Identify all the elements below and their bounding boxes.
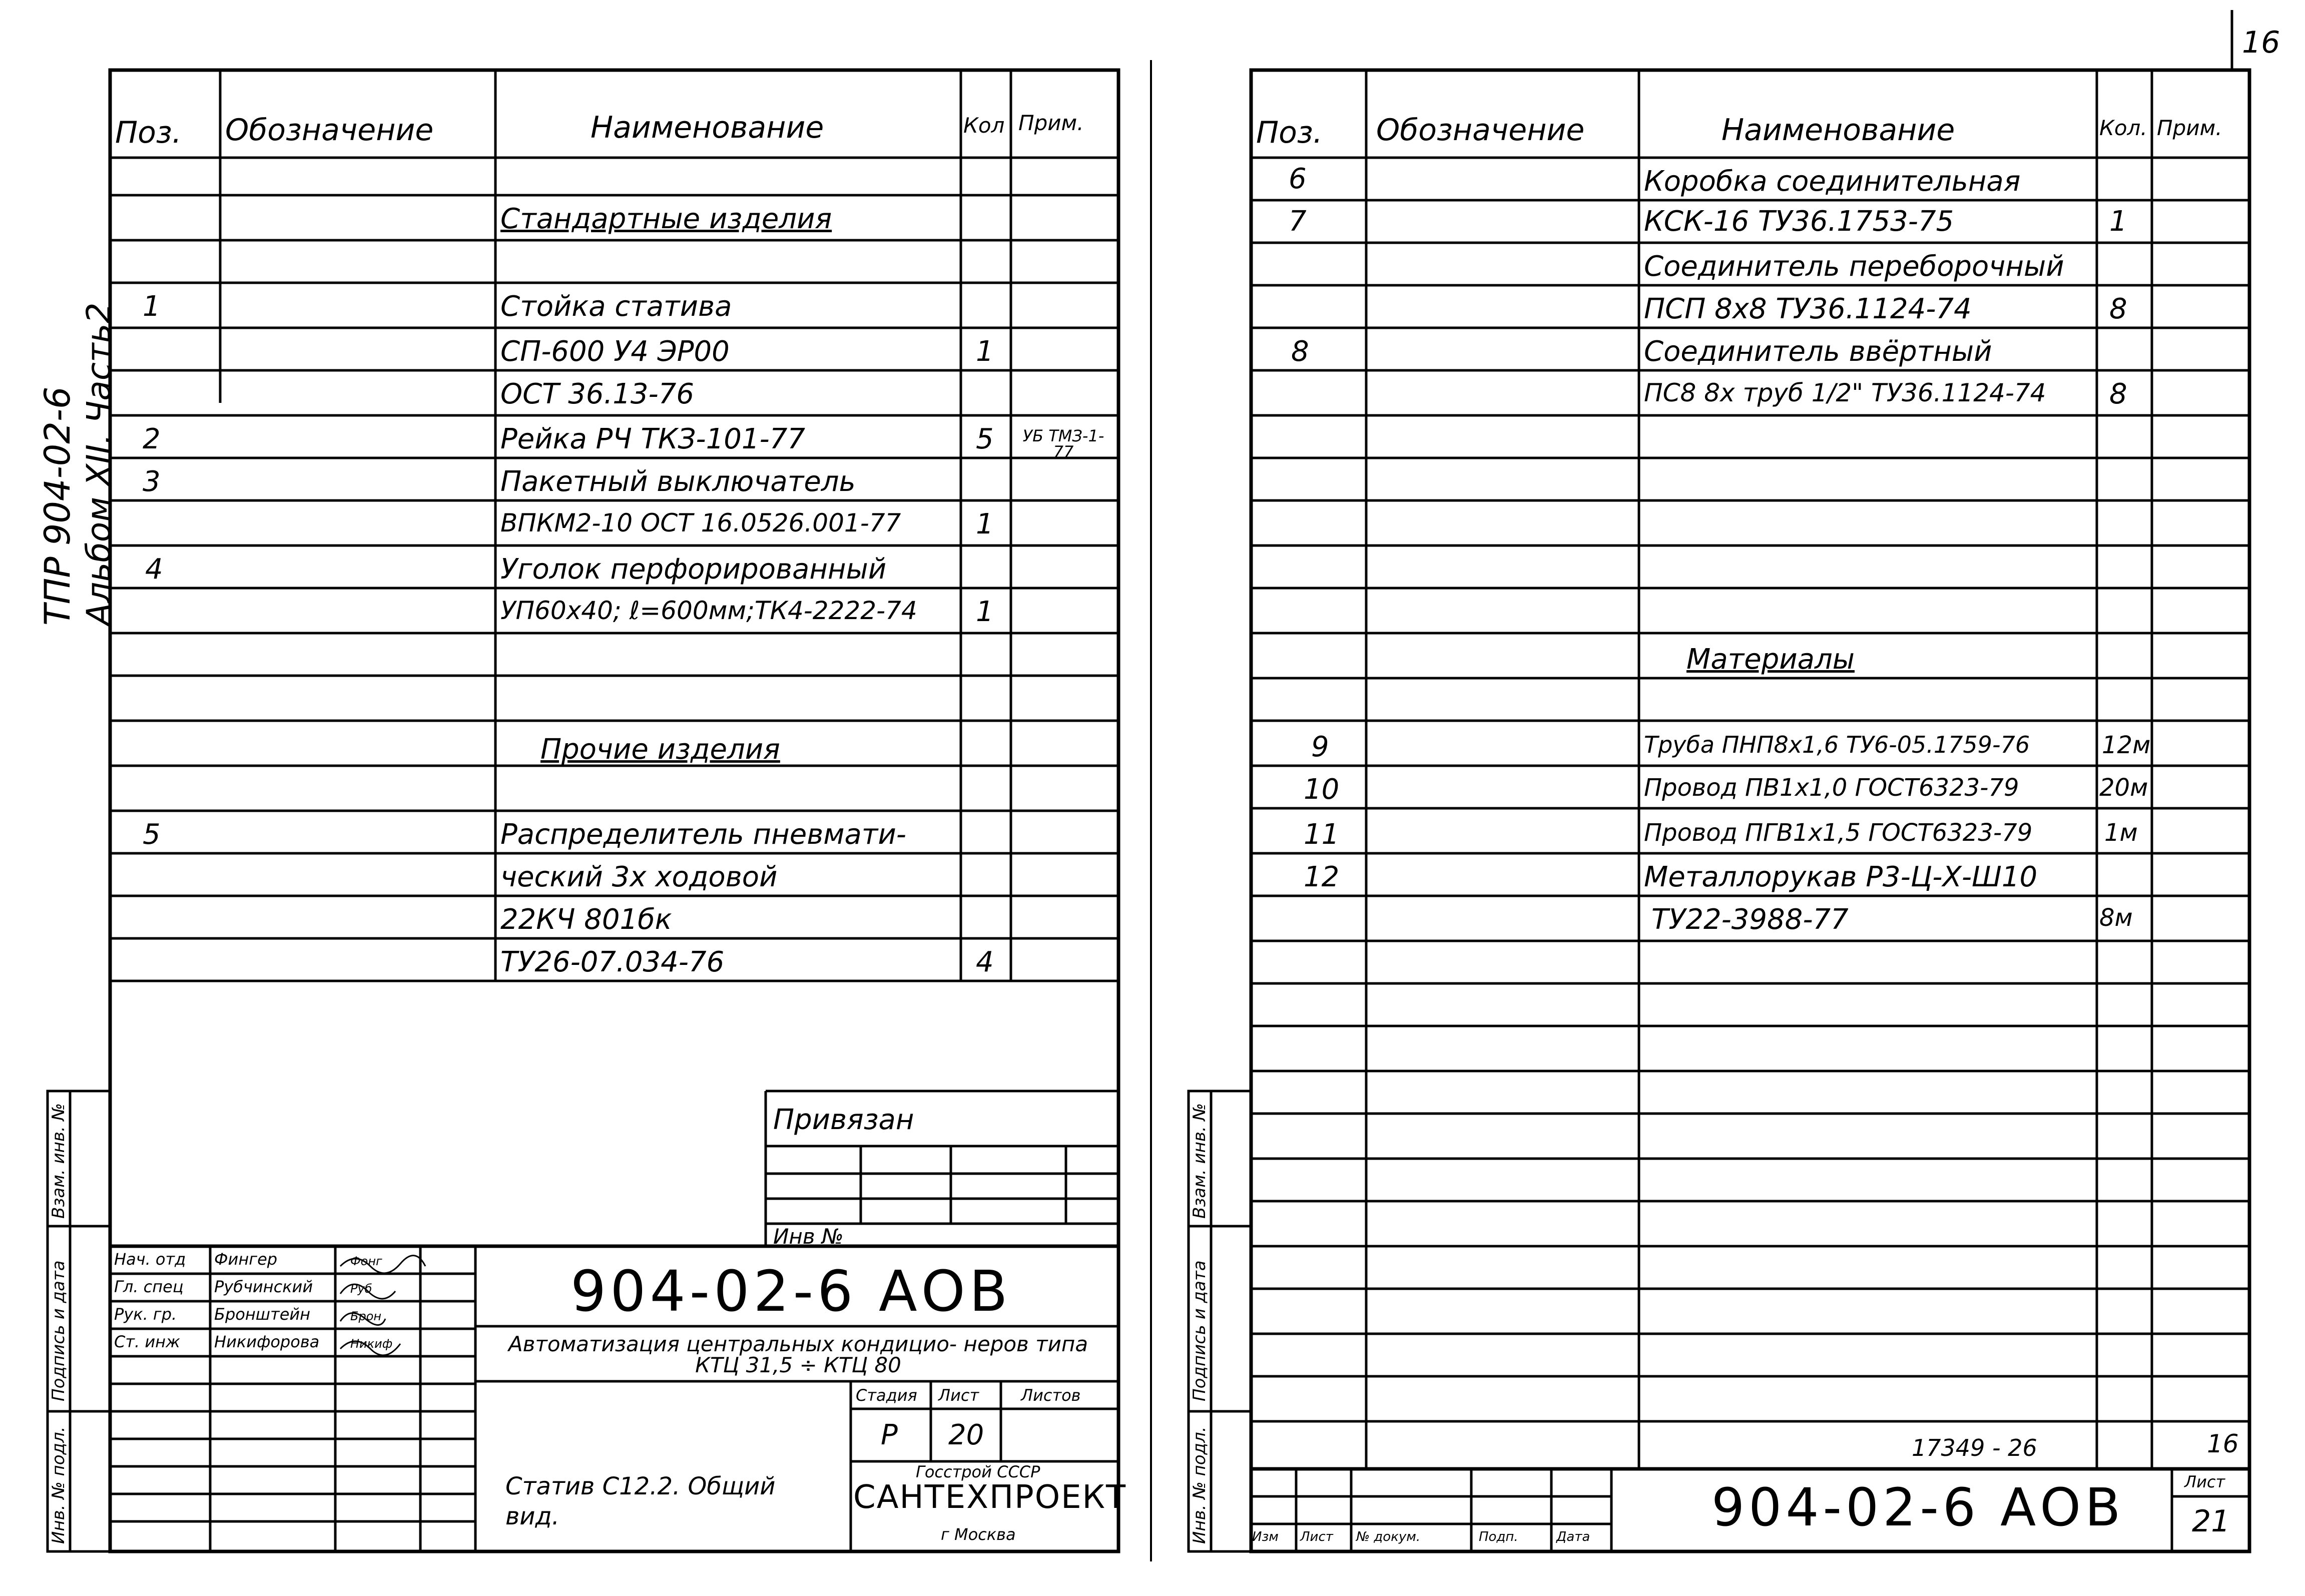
stamp-inv-original: Инв. № подл. — [1190, 1426, 1210, 1544]
row-name: Коробка соединительная — [1644, 165, 2021, 198]
row-pos: 8 — [1291, 335, 1309, 368]
sheet-label: Лист — [2184, 1472, 2225, 1491]
row-name: ВПКМ2-10 ОСТ 16.0526.001-77 — [500, 508, 901, 538]
row-pos: 1 — [143, 290, 161, 323]
footer-col-sheet: Лист — [1300, 1529, 1333, 1544]
section-materials: Материалы — [1686, 643, 1855, 676]
stage-label: Стадия — [856, 1386, 917, 1405]
row-pos: 11 — [1304, 818, 1340, 851]
row-qty: 8м — [2099, 904, 2133, 932]
drawing-title: Статив С12.2. Общий вид. — [505, 1472, 776, 1530]
row-pos: 3 — [143, 465, 161, 498]
footer-col-date: Дата — [1556, 1529, 1590, 1544]
inventory-label: Инв № — [773, 1224, 844, 1249]
header-designation: Обозначение — [225, 113, 434, 148]
row-name: Соединитель переборочный — [1644, 250, 2064, 283]
header-pos: Поз. — [1256, 115, 1323, 150]
sign-name: Фингер — [214, 1250, 278, 1269]
row-pos: 12 — [1304, 861, 1340, 893]
stamp-inv-original: Инв. № подл. — [49, 1426, 69, 1544]
sign-name: Рубчинский — [214, 1277, 313, 1296]
row-pos: 2 — [143, 423, 161, 455]
page-small-number: 16 — [2207, 1429, 2239, 1458]
row-name: КСК-16 ТУ36.1753-75 — [1644, 205, 1954, 238]
row-name: Рейка РЧ ТКЗ-101-77 — [500, 423, 805, 455]
footer-col-sign: Подп. — [1479, 1529, 1518, 1544]
row-name: ПСП 8х8 ТУ36.1124-74 — [1644, 293, 1972, 325]
signature-mark: Никиф — [350, 1337, 393, 1351]
row-name: Металлорукав Р3-Ц-Х-Ш10 — [1644, 861, 2038, 893]
signature-mark: Фонг — [350, 1254, 382, 1268]
row-qty: 20м — [2099, 774, 2148, 802]
header-pos: Поз. — [115, 115, 182, 150]
row-name: СП-600 У4 ЭР00 — [500, 335, 730, 368]
corner-page-number: 16 — [2242, 25, 2280, 60]
sheets-label: Листов — [1021, 1386, 1081, 1405]
row-qty: 1 — [976, 335, 994, 368]
project-code-vertical: ТПР 904-02-6 — [37, 386, 78, 626]
order-number: 17349 - 26 — [1912, 1434, 2037, 1461]
sign-role: Ст. инж — [114, 1332, 180, 1351]
sign-name: Никифорова — [214, 1332, 320, 1351]
sign-role: Рук. гр. — [114, 1305, 177, 1324]
row-qty: 1 — [2109, 205, 2127, 238]
row-pos: 10 — [1304, 773, 1340, 806]
row-note: УБ ТМЗ-1-77 — [1022, 426, 1104, 461]
bound-label: Привязан — [773, 1104, 914, 1136]
row-name: ОСТ 36.13-76 — [500, 378, 694, 410]
sign-role: Нач. отд — [114, 1250, 186, 1269]
row-pos: 9 — [1311, 731, 1329, 763]
row-name: ПС8 8х труб 1/2" ТУ36.1124-74 — [1644, 378, 2046, 407]
stamp-replace-inv: Взам. инв. № — [1190, 1103, 1210, 1219]
row-name: ТУ26-07.034-76 — [500, 946, 725, 978]
header-note: Прим. — [1018, 111, 1084, 135]
section-standard-items: Стандартные изделия — [500, 203, 832, 235]
org-city: г Москва — [941, 1525, 1016, 1544]
sheet-value: 20 — [948, 1419, 984, 1451]
row-qty: 8 — [2109, 378, 2127, 410]
row-pos: 4 — [145, 553, 163, 586]
row-name: Распределитель пневмати- — [500, 818, 906, 851]
row-qty: 4 — [976, 946, 994, 978]
row-qty: 1м — [2104, 819, 2138, 847]
stamp-signature-date: Подпись и дата — [49, 1260, 69, 1401]
row-name: Уголок перфорированный — [500, 553, 887, 586]
row-name: Труба ПНП8х1,6 ТУ6-05.1759-76 — [1644, 731, 2030, 758]
sheet-value: 21 — [2192, 1504, 2230, 1539]
header-note: Прим. — [2157, 116, 2222, 140]
header-name: Наименование — [1721, 113, 1955, 148]
row-name: Провод ПГВ1х1,5 ГОСТ6323-79 — [1644, 819, 2033, 847]
sheet-label: Лист — [938, 1386, 979, 1405]
footer-col-change: Изм — [1252, 1529, 1279, 1544]
project-title: Автоматизация центральных кондицио- неров типа КТЦ 31,5 ÷ КТЦ 80 — [508, 1332, 1088, 1377]
row-name: Провод ПВ1х1,0 ГОСТ6323-79 — [1644, 774, 2019, 802]
sign-name: Бронштейн — [214, 1305, 311, 1324]
album-part-vertical: Альбом XII. Часть2 — [80, 302, 118, 626]
row-qty: 8 — [2109, 293, 2127, 325]
row-pos: 5 — [143, 818, 161, 851]
stamp-replace-inv: Взам. инв. № — [49, 1103, 69, 1219]
row-name: 22КЧ 801бк — [500, 903, 672, 936]
signature-mark: Брон — [350, 1309, 382, 1323]
row-name: Стойка статива — [500, 290, 732, 323]
stage-value: Р — [881, 1419, 898, 1451]
stamp-signature-date: Подпись и дата — [1190, 1260, 1210, 1401]
row-name: ческий 3х ходовой — [500, 861, 778, 893]
row-name: ТУ22-3988-77 — [1651, 903, 1849, 936]
row-name: УП60х40; ℓ=600мм;ТК4-2222-74 — [500, 596, 917, 625]
doc-code: 904-02-6 АОВ — [570, 1259, 1012, 1324]
footer-col-doc-no: № докум. — [1356, 1529, 1421, 1544]
section-other-items: Прочие изделия — [540, 733, 780, 766]
header-qty: Кол — [963, 113, 1005, 138]
doc-code: 904-02-6 АОВ — [1711, 1477, 2125, 1538]
signature-mark: Руб — [350, 1282, 372, 1296]
org-top: Госстрой СССР — [916, 1462, 1040, 1481]
org-name: САНТЕХПРОЕКТ — [853, 1479, 1127, 1516]
row-name: Пакетный выключатель — [500, 465, 856, 498]
row-pos: 7 — [1289, 205, 1307, 238]
header-name: Наименование — [591, 110, 824, 145]
row-qty: 12м — [2102, 731, 2151, 759]
row-qty: 5 — [976, 423, 994, 455]
header-qty: Кол. — [2099, 116, 2147, 140]
sign-role: Гл. спец — [114, 1277, 184, 1296]
row-qty: 1 — [976, 596, 994, 628]
row-qty: 1 — [976, 508, 994, 541]
row-name: Соединитель ввёртный — [1644, 335, 1992, 368]
row-pos: 6 — [1289, 163, 1307, 195]
header-designation: Обозначение — [1376, 113, 1585, 148]
